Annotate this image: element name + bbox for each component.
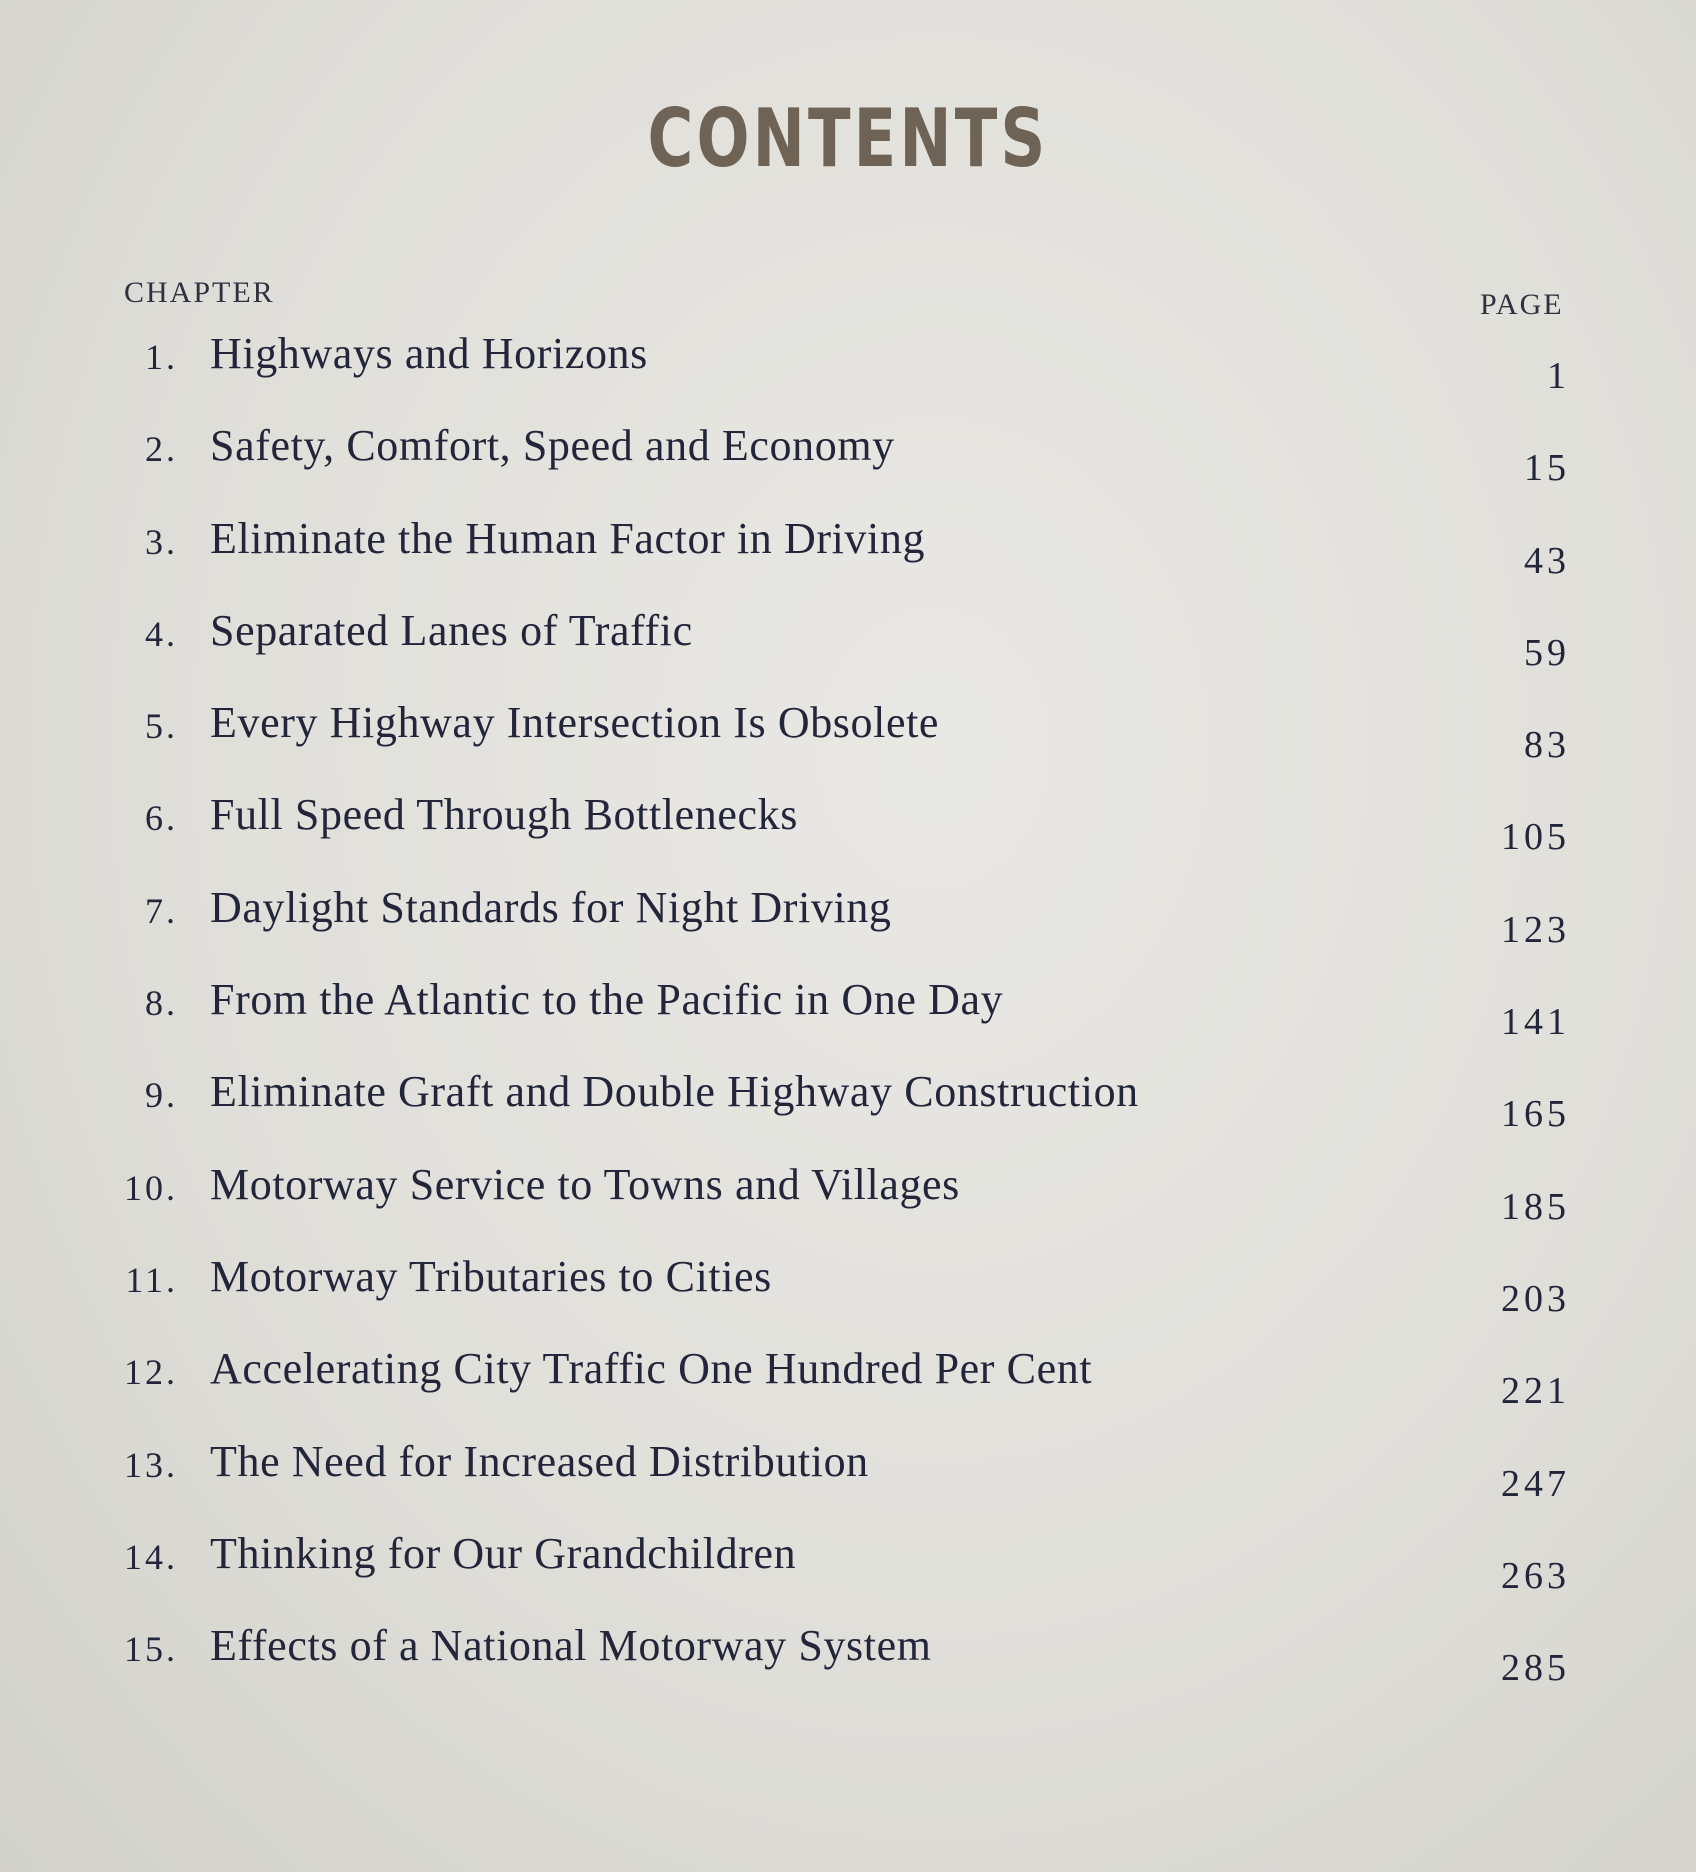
page-number: 165	[1501, 1093, 1570, 1136]
page-number: 185	[1501, 1185, 1570, 1228]
toc-entry	[0, 1528, 1696, 1620]
toc-entry	[0, 1343, 1696, 1435]
chapter-number: 4.	[145, 613, 178, 654]
toc-entry	[0, 882, 1696, 974]
chapter-title: The Need for Increased Distribution	[210, 1436, 869, 1486]
toc-entry	[0, 605, 1696, 697]
toc-entry	[0, 1251, 1696, 1343]
toc-entry	[0, 1436, 1696, 1528]
toc-entry	[0, 1066, 1696, 1158]
chapter-number: 15.	[124, 1629, 178, 1670]
toc-entry	[0, 789, 1696, 881]
chapter-number: 13.	[124, 1444, 178, 1485]
toc-entry	[0, 420, 1696, 512]
toc-entry	[0, 328, 1696, 420]
page-number: 15	[1524, 447, 1570, 490]
chapter-number: 10.	[124, 1167, 178, 1208]
page-number: 83	[1524, 724, 1570, 767]
page-number: 43	[1524, 539, 1570, 582]
chapter-column-label: CHAPTER	[124, 276, 275, 309]
chapter-title: Daylight Standards for Night Driving	[210, 882, 892, 932]
page-number: 247	[1501, 1462, 1570, 1505]
chapter-number: 1.	[145, 337, 178, 377]
toc-entry	[0, 697, 1696, 789]
toc-entry	[0, 513, 1696, 605]
chapter-number: 11.	[125, 1259, 178, 1300]
toc-entry	[0, 974, 1696, 1066]
chapter-title: Separated Lanes of Traffic	[210, 605, 693, 655]
toc-entry	[0, 1620, 1696, 1712]
chapter-number: 6.	[145, 798, 178, 839]
chapter-number: 7.	[145, 890, 178, 931]
chapter-number: 14.	[124, 1536, 178, 1577]
chapter-number: 5.	[145, 706, 178, 747]
chapter-title: Motorway Tributaries to Cities	[210, 1251, 772, 1301]
page-number: 105	[1501, 816, 1570, 859]
chapter-title: Thinking for Our Grandchildren	[210, 1528, 797, 1578]
page-number: 123	[1501, 908, 1570, 951]
chapter-title: From the Atlantic to the Pacific in One Day	[210, 975, 1004, 1025]
page-number: 141	[1501, 1001, 1570, 1044]
toc-list	[0, 328, 1696, 1712]
page-number: 263	[1501, 1554, 1570, 1597]
chapter-title: Highways and Horizons	[210, 329, 648, 378]
chapter-title: Eliminate the Human Factor in Driving	[210, 513, 926, 563]
page-number: 285	[1501, 1647, 1570, 1690]
chapter-title: Effects of a National Motorway System	[210, 1621, 932, 1671]
page-number: 1	[1547, 355, 1570, 397]
chapter-number: 2.	[145, 429, 178, 470]
chapter-title: Every Highway Intersection Is Obsolete	[210, 698, 940, 748]
page-number: 221	[1501, 1370, 1570, 1413]
page-title: CONTENTS	[647, 92, 1049, 185]
chapter-title: Accelerating City Traffic One Hundred Per Cent	[210, 1344, 1093, 1394]
page-number: 203	[1501, 1277, 1570, 1320]
chapter-number: 8.	[145, 983, 178, 1024]
chapter-number: 12.	[124, 1352, 178, 1393]
chapter-title: Safety, Comfort, Speed and Economy	[210, 421, 895, 471]
chapter-number: 3.	[145, 521, 178, 562]
toc-entry	[0, 1159, 1696, 1251]
chapter-title: Eliminate Graft and Double Highway Construction	[210, 1067, 1139, 1117]
page-number: 59	[1524, 631, 1570, 674]
chapter-number: 9.	[145, 1075, 178, 1116]
page-column-label: PAGE	[1480, 288, 1564, 321]
chapter-title: Motorway Service to Towns and Villages	[210, 1159, 960, 1209]
chapter-title: Full Speed Through Bottlenecks	[210, 790, 798, 840]
